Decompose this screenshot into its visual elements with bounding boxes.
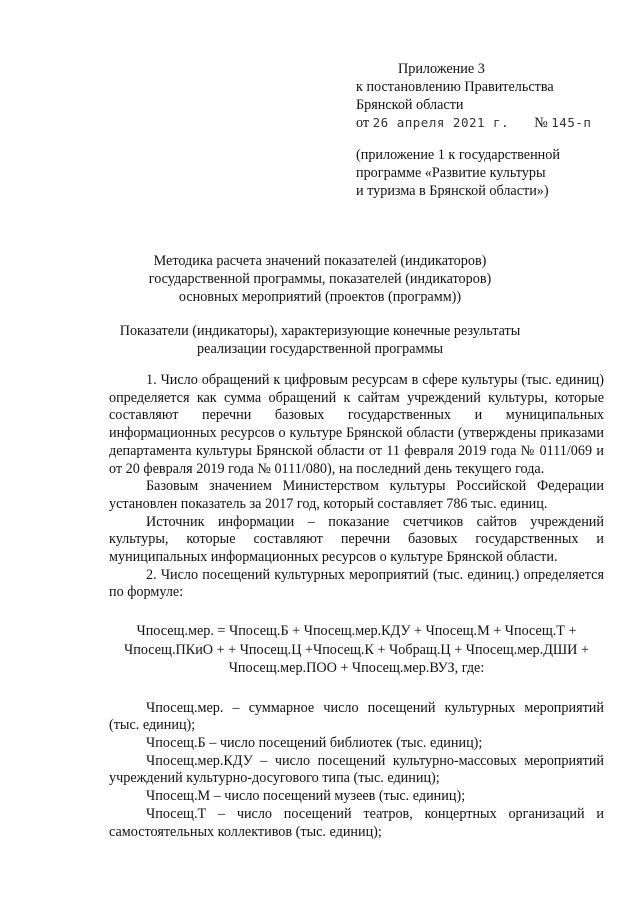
section-subtitle <box>60 322 580 358</box>
title-line: основных мероприятий (проектов (программ)) <box>178 289 462 305</box>
annex-ref-line2: программе «Развитие культуры <box>356 165 546 181</box>
document-body <box>109 372 604 841</box>
number-prefix: № <box>534 115 548 131</box>
definition: Чпосещ.М – число посещений музеев (тыс. единиц); <box>146 788 466 805</box>
paragraph: 2. Число посещений культурных мероприятий (тыс. единиц.) определяется по формуле: <box>109 566 604 601</box>
annex-header <box>356 60 626 200</box>
document-title <box>60 252 580 306</box>
annex-resolution: к постановлению Правительства <box>356 79 554 95</box>
annex-ref-line3: и туризма в Брянской области») <box>356 183 549 199</box>
date-prefix: от <box>356 115 370 131</box>
date-value: 26 апреля 2021 г. <box>372 115 510 130</box>
subtitle-line: Показатели (индикаторы), характеризующие конечные результаты <box>119 323 521 339</box>
annex-number: Приложение 3 <box>398 61 485 77</box>
annex-date-row <box>356 114 626 132</box>
title-line: государственной программы, показателей (индикаторов) <box>148 271 492 287</box>
definition: Чпосещ.мер.КДУ – число посещений культурно-массовых мероприятий учреждений культурно-досугового типа (тыс. единиц); <box>109 752 604 787</box>
paragraph: Базовым значением Министерством культуры Российской Федерации установлен показатель за 2017 год, который составляет 786 тыс. единиц. <box>109 478 604 512</box>
title-line: Методика расчета значений показателей (индикаторов) <box>153 253 487 269</box>
formula-line: Чпосещ.мер. = Чпосещ.Б + Чпосещ.мер.КДУ + Чпосещ.М + Чпосещ.Т + <box>136 623 577 640</box>
definition: Чпосещ.Б – число посещений библиотек (тыс. единиц); <box>146 735 483 752</box>
definition: Чпосещ.Т – число посещений театров, концертных организаций и самостоятельных коллективов (тыс. единиц); <box>109 805 604 840</box>
definition: Чпосещ.мер. – суммарное число посещений культурных мероприятий (тыс. единиц); <box>109 699 604 734</box>
formula-line: Чпосещ.ПКиО + + Чпосещ.Ц +Чпосещ.К + Чобращ.Ц + Чпосещ.мер.ДШИ + <box>124 641 589 658</box>
subtitle-line: реализации государственной программы <box>196 341 444 357</box>
annex-region: Брянской области <box>356 97 464 113</box>
number-value: 145-п <box>551 115 592 130</box>
paragraph: 1. Число обращений к цифровым ресурсам в сфере культуры (тыс. единиц) определяется как сумма обращений к сайтам учреждений культуры, которые составляют перечни базовых государственных и муниципальных информационных ресурсов о культуре Брянской области (утверждены приказами департамента культуры Брянской области от 11 февраля 2019 года № 0111/069 и от 20 февраля 2019 года № 0111/080), на последний день текущего года. <box>109 372 604 477</box>
paragraph: Источник информации – показание счетчиков сайтов учреждений культуры, которые составляют перечни базовых государственных и муниципальных информационных ресурсов о культуре Брянской области. <box>109 513 604 566</box>
formula <box>109 622 604 678</box>
annex-ref-line1: (приложение 1 к государственной <box>356 147 560 163</box>
formula-line: Чпосещ.мер.ПОО + Чпосещ.мер.ВУЗ, где: <box>228 660 485 677</box>
